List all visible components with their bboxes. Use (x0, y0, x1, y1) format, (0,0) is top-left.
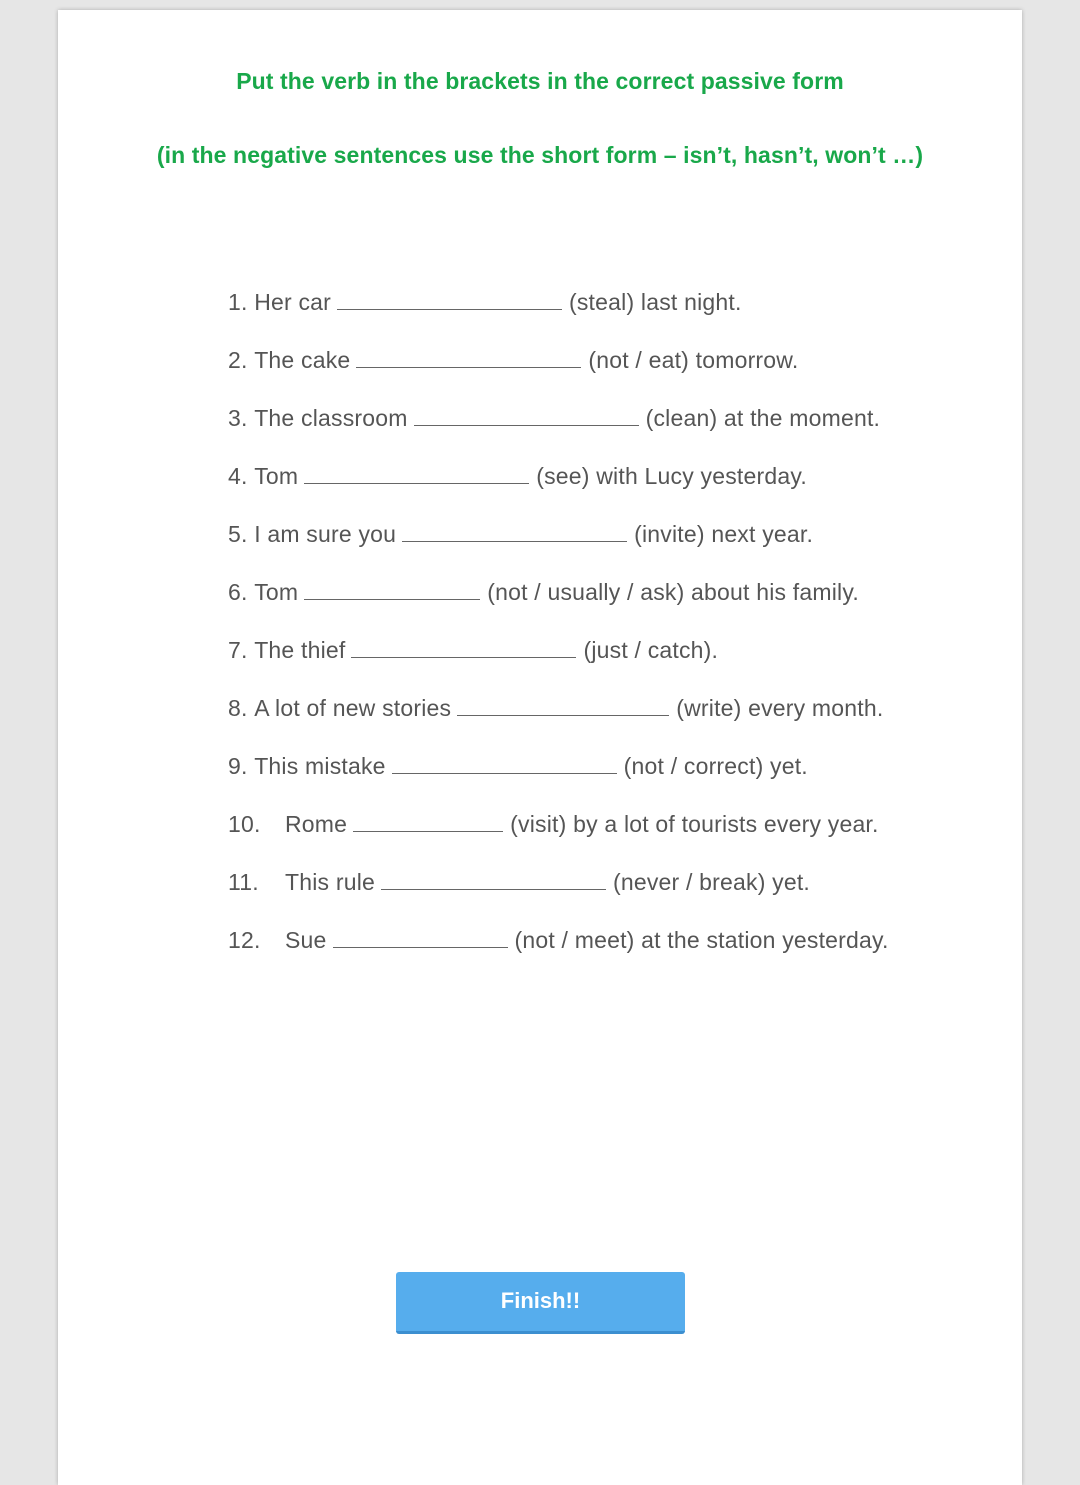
question-number: 5. (228, 521, 248, 547)
question-7 (228, 636, 988, 694)
answer-blank-11[interactable] (381, 868, 606, 890)
question-prefix: Rome (285, 811, 348, 837)
question-prefix: Her car (254, 289, 331, 315)
question-suffix: (steal) last night. (569, 289, 742, 315)
finish-button[interactable]: Finish!! (396, 1272, 685, 1334)
answer-blank-2[interactable] (356, 346, 581, 368)
answer-blank-10[interactable] (353, 810, 503, 832)
question-prefix: Tom (254, 463, 299, 489)
question-number: 2. (228, 347, 248, 373)
question-suffix: (clean) at the moment. (645, 405, 881, 431)
question-suffix: (not / meet) at the station yesterday. (514, 927, 889, 953)
question-list (228, 288, 988, 984)
question-number: 12. (228, 927, 261, 953)
question-1 (228, 288, 988, 346)
question-9 (228, 752, 988, 810)
answer-blank-1[interactable] (337, 288, 562, 310)
question-number: 9. (228, 753, 248, 779)
question-suffix: (not / correct) yet. (623, 753, 808, 779)
question-3 (228, 404, 988, 462)
question-4 (228, 462, 988, 520)
question-12 (228, 926, 988, 984)
answer-blank-6[interactable] (304, 578, 480, 600)
instruction-note: (in the negative sentences use the short form – isn’t, hasn’t, won’t …) (156, 142, 924, 168)
question-5 (228, 520, 988, 578)
question-suffix: (not / usually / ask) about his family. (487, 579, 859, 605)
question-number: 3. (228, 405, 248, 431)
question-suffix: (not / eat) tomorrow. (588, 347, 799, 373)
question-suffix: (see) with Lucy yesterday. (536, 463, 807, 489)
answer-blank-9[interactable] (392, 752, 617, 774)
question-8 (228, 694, 988, 752)
question-number: 4. (228, 463, 248, 489)
answer-blank-8[interactable] (457, 694, 669, 716)
question-10 (228, 810, 988, 868)
question-prefix: The classroom (254, 405, 408, 431)
question-suffix: (invite) next year. (634, 521, 814, 547)
question-prefix: A lot of new stories (254, 695, 452, 721)
question-prefix: The cake (254, 347, 351, 373)
question-suffix: (write) every month. (676, 695, 884, 721)
question-prefix: Tom (254, 579, 299, 605)
question-number: 11. (228, 869, 259, 895)
question-suffix: (just / catch). (583, 637, 719, 663)
question-number: 1. (228, 289, 248, 315)
answer-blank-3[interactable] (414, 404, 639, 426)
question-suffix: (never / break) yet. (613, 869, 811, 895)
question-prefix: This mistake (254, 753, 386, 779)
question-suffix: (visit) by a lot of tourists every year. (510, 811, 879, 837)
question-number: 7. (228, 637, 248, 663)
question-prefix: Sue (285, 927, 327, 953)
question-6 (228, 578, 988, 636)
answer-blank-5[interactable] (402, 520, 627, 542)
question-prefix: I am sure you (254, 521, 397, 547)
question-11 (228, 868, 988, 926)
question-number: 8. (228, 695, 248, 721)
instruction-title: Put the verb in the brackets in the correct passive form (236, 68, 844, 94)
answer-blank-12[interactable] (333, 926, 508, 948)
answer-blank-4[interactable] (304, 462, 529, 484)
question-number: 10. (228, 811, 261, 837)
question-number: 6. (228, 579, 248, 605)
question-prefix: This rule (285, 869, 375, 895)
question-2 (228, 346, 988, 404)
answer-blank-7[interactable] (351, 636, 576, 658)
worksheet (58, 10, 1022, 1485)
question-prefix: The thief (254, 637, 346, 663)
